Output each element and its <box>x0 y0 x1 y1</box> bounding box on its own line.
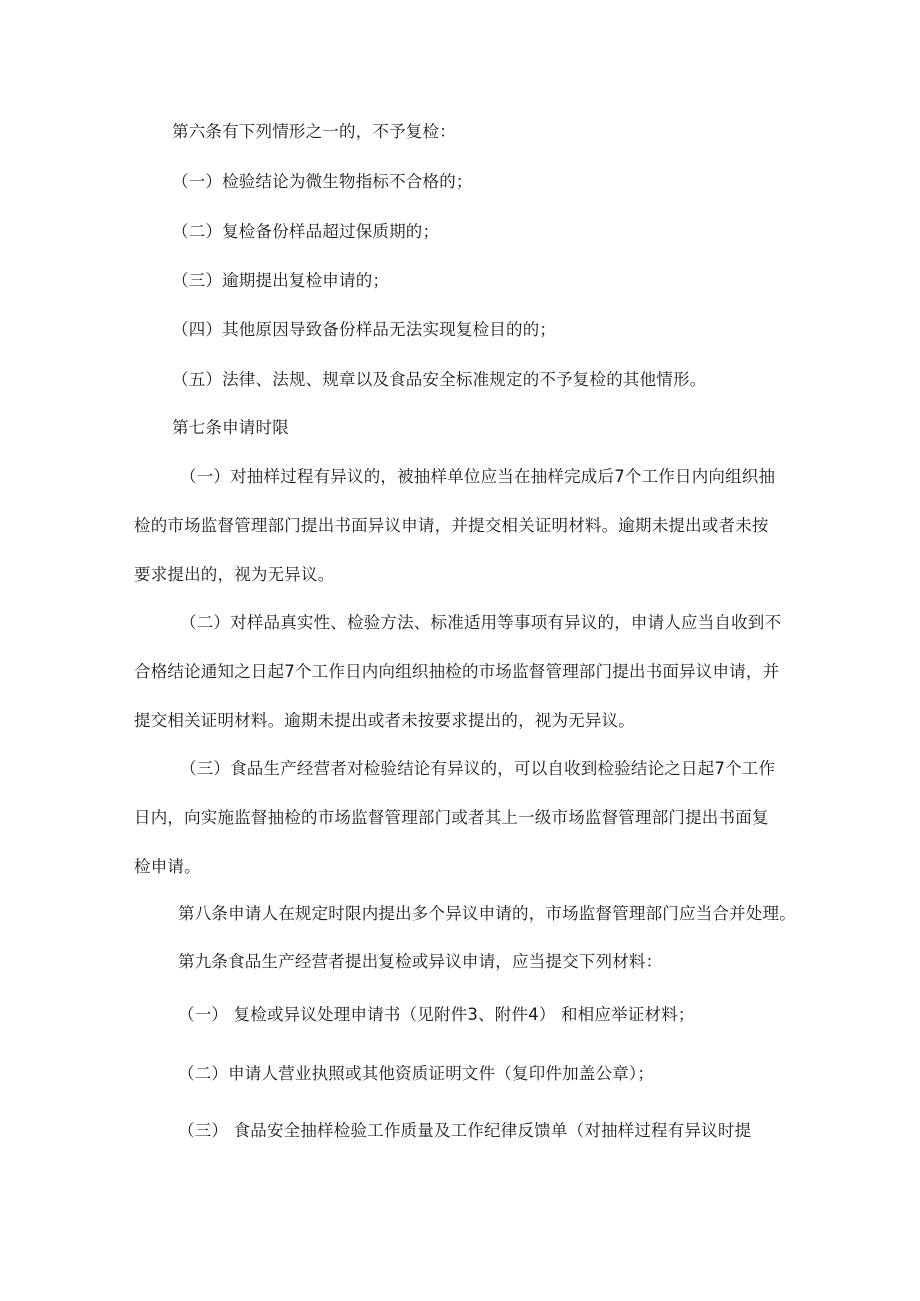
article-7-item-2-line-2: 合格结论通知之日起7个工作日内向组织抽检的市场监督管理部门提出书面异议申请，并 <box>134 662 780 681</box>
article-6-item-2: （二）复检备份样品超过保质期的； <box>172 222 440 241</box>
article-9-item-2: （二）申请人营业执照或其他资质证明文件（复印件加盖公章）； <box>178 1064 655 1083</box>
article-7-item-1-line-2: 检的市场监督管理部门提出书面异议申请，并提交相关证明材料。逾期未提出或者未按 <box>134 516 769 535</box>
article-7-item-3-line-1: （三）食品生产经营者对检验结论有异议的，可以自收到检验结论之日起7个工作 <box>180 759 776 778</box>
article-7-item-3-line-3: 检申请。 <box>134 857 201 876</box>
article-8: 第八条申请人在规定时限内提出多个异议申请的，市场监督管理部门应当合并处理。 <box>178 904 796 923</box>
article-6-item-1: （一）检验结论为微生物指标不合格的； <box>172 172 473 191</box>
article-9-item-1: （一） 复检或异议处理申请书（见附件3、附件4） 和相应举证材料； <box>178 1005 695 1024</box>
article-7-item-1-line-1: （一）对抽样过程有异议的，被抽样单位应当在抽样完成后7个工作日内向组织抽 <box>180 467 776 486</box>
article-9-item-3: （三） 食品安全抽样检验工作质量及工作纪律反馈单（对抽样过程有异议时提 <box>178 1121 752 1140</box>
article-6-heading: 第六条有下列情形之一的，不予复检： <box>172 122 456 141</box>
article-7-item-2-line-3: 提交相关证明材料。逾期未提出或者未按要求提出的，视为无异议。 <box>134 711 635 730</box>
article-6-item-3: （三）逾期提出复检申请的； <box>172 271 390 290</box>
article-7-heading: 第七条申请时限 <box>172 418 289 437</box>
article-7-item-2-line-1: （二）对样品真实性、检验方法、标准适用等事项有异议的，申请人应当自收到不 <box>180 613 782 632</box>
article-7-item-3-line-2: 日内，向实施监督抽检的市场监督管理部门或者其上一级市场监督管理部门提出书面复 <box>134 808 769 827</box>
article-6-item-5: （五）法律、法规、规章以及食品安全标准规定的不予复检的其他情形。 <box>172 370 707 389</box>
article-9-heading: 第九条食品生产经营者提出复检或异议申请，应当提交下列材料： <box>178 952 663 971</box>
article-7-item-1-line-3: 要求提出的，视为无异议。 <box>134 565 335 584</box>
article-6-item-4: （四）其他原因导致备份样品无法实现复检目的的； <box>172 320 557 339</box>
